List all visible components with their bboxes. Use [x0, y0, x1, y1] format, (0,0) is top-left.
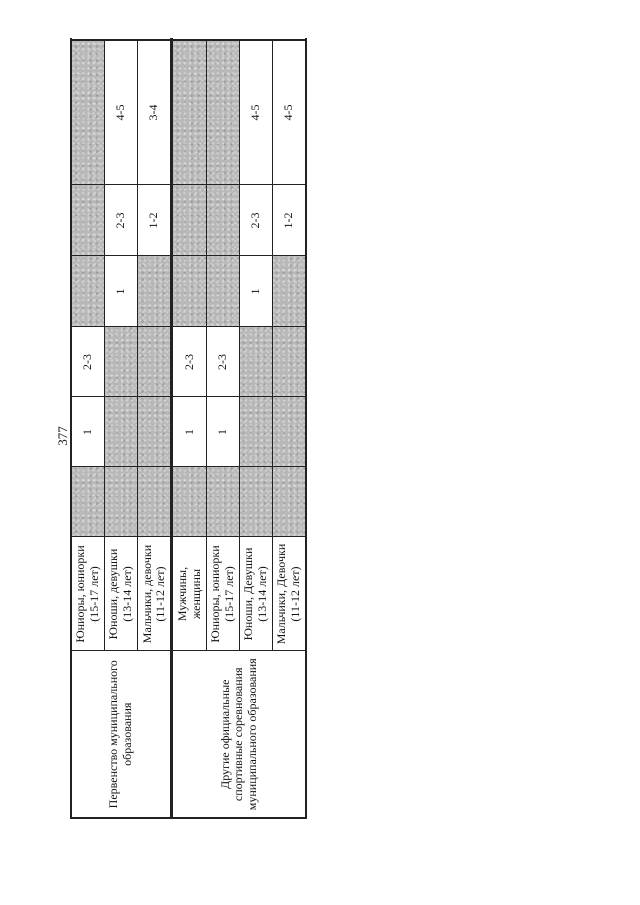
- rank-cell: 1: [105, 256, 138, 327]
- rank-cell: 4-5: [105, 40, 138, 185]
- rank-cell: [272, 397, 306, 467]
- rank-cell: [71, 185, 105, 256]
- rank-cell: [172, 185, 206, 256]
- page-number: 377: [55, 426, 70, 446]
- rank-cell: 2-3: [105, 185, 138, 256]
- rank-cell: [138, 327, 172, 397]
- competition-cell: Другие официальные спортивные соревнования муниципального образования: [172, 651, 306, 818]
- age-group-cell: Юниоры, юниорки (15-17 лет): [206, 537, 239, 651]
- age-group-cell: Юниоры, юниорки (15-17 лет): [71, 537, 105, 651]
- table-row: [71, 40, 105, 818]
- rank-cell: 4-5: [272, 40, 306, 185]
- rank-cell: [206, 467, 239, 537]
- rank-cell: [172, 467, 206, 537]
- rank-cell: 2-3: [71, 327, 105, 397]
- table-row: [172, 40, 206, 818]
- rank-cell: 1: [172, 397, 206, 467]
- rank-cell: 2-3: [239, 185, 272, 256]
- ranking-table: [70, 39, 307, 819]
- rank-cell: 4-5: [239, 40, 272, 185]
- rank-cell: [206, 256, 239, 327]
- rank-cell: [272, 256, 306, 327]
- rank-cell: [71, 40, 105, 185]
- rank-cell: 1: [71, 397, 105, 467]
- rotated-table-wrapper: [70, 41, 307, 819]
- rank-cell: 2-3: [206, 327, 239, 397]
- age-group-cell: Мужчины, женщины: [172, 537, 206, 651]
- rank-cell: [239, 397, 272, 467]
- rank-cell: 1-2: [272, 185, 306, 256]
- rank-cell: [172, 256, 206, 327]
- rank-cell: [105, 397, 138, 467]
- rank-cell: [272, 467, 306, 537]
- rank-cell: 3-4: [138, 40, 172, 185]
- age-group-cell: Юноши, Девушки (13-14 лет): [239, 537, 272, 651]
- rank-cell: [105, 327, 138, 397]
- rank-cell: [206, 40, 239, 185]
- rank-cell: [71, 256, 105, 327]
- rank-cell: [206, 185, 239, 256]
- rank-cell: [138, 397, 172, 467]
- table-body: [71, 40, 306, 818]
- rank-cell: [105, 467, 138, 537]
- rank-cell: [172, 40, 206, 185]
- rank-cell: 1-2: [138, 185, 172, 256]
- rank-cell: 2-3: [172, 327, 206, 397]
- age-group-cell: Мальчики, девочки (11-12 лет): [138, 537, 172, 651]
- rank-cell: [239, 327, 272, 397]
- rank-cell: [138, 467, 172, 537]
- rank-cell: 1: [239, 256, 272, 327]
- rank-cell: [71, 467, 105, 537]
- competition-cell: Первенство муниципального образования: [71, 651, 172, 818]
- age-group-cell: Мальчики, Девочки (11-12 лет): [272, 537, 306, 651]
- age-group-cell: Юноши, девушки (13-14 лет): [105, 537, 138, 651]
- rank-cell: [272, 327, 306, 397]
- rank-cell: [239, 467, 272, 537]
- rank-cell: [138, 256, 172, 327]
- rank-cell: 1: [206, 397, 239, 467]
